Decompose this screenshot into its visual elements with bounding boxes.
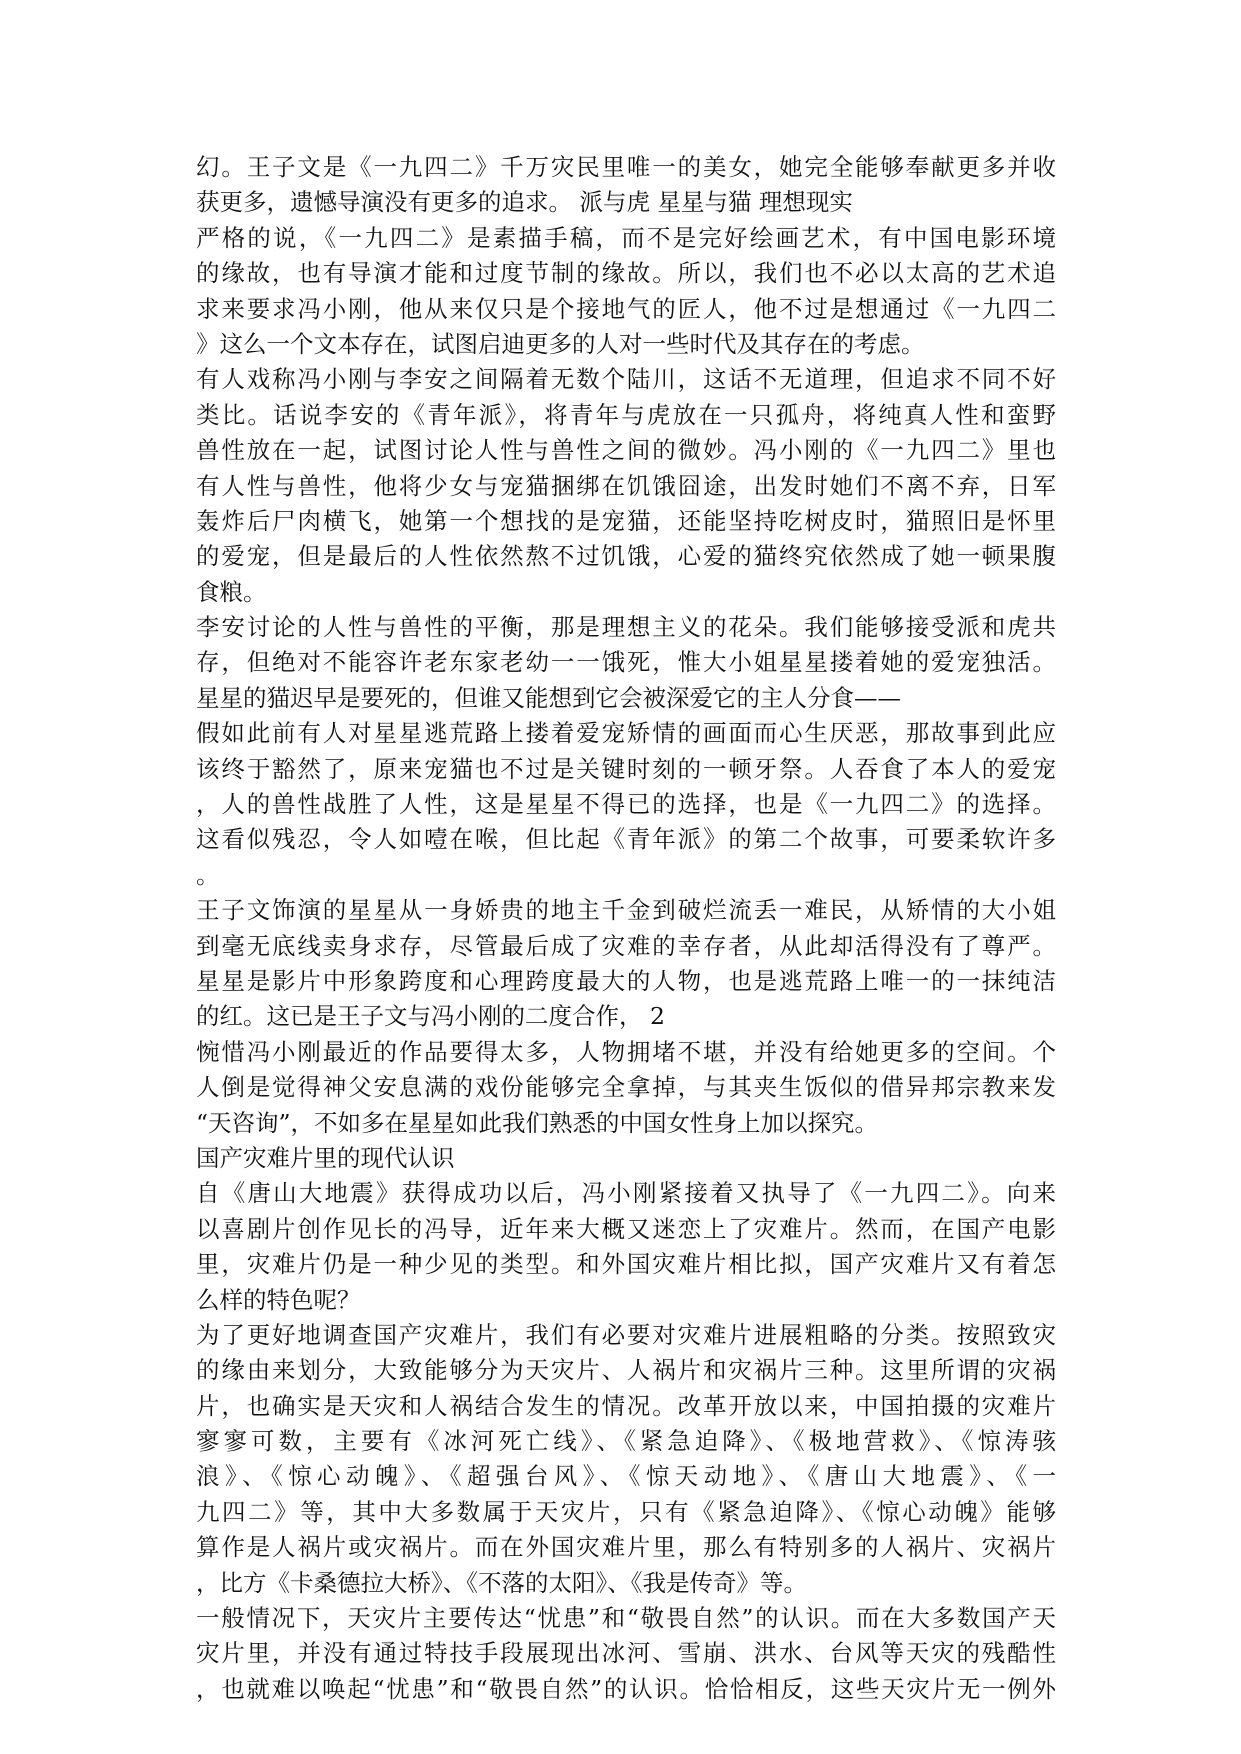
text-line: 严格的说，《一九四二》是素描手稿，而不是完好绘画艺术，有中国电影环境 xyxy=(196,223,1056,252)
text-line: 人倒是觉得神父安息满的戏份能够完全拿掉，与其夹生饭似的借异邦宗教来发 xyxy=(196,1073,1056,1102)
text-line: 的缘由来划分，大致能够分为天灾片、人祸片和灾祸片三种。这里所谓的灾祸 xyxy=(196,1356,1056,1385)
text-line: “天咨询”，不如多在星星如此我们熟悉的中国女性身上加以探究。 xyxy=(196,1108,879,1137)
text-line: 获更多，遗憾导演没有更多的追求。 派与虎 星星与猫 理想现实 xyxy=(196,188,853,217)
text-line: 为了更好地调查国产灾难片，我们有必要对灾难片进展粗略的分类。按照致灾 xyxy=(196,1320,1056,1349)
text-line: 寥寥可数，主要有《冰河死亡线》、《紧急迫降》、《极地营救》、《惊涛骇 xyxy=(196,1427,1056,1456)
text-line: 求来要求冯小刚，他从来仅只是个接地气的匠人，他不过是想通过《一九四二 xyxy=(196,294,1056,323)
text-line: 轰炸后尸肉横飞，她第一个想找的是宠猫，还能坚持吃树皮时，猫照旧是怀里 xyxy=(196,506,1056,535)
text-line: 星星是影片中形象跨度和心理跨度最大的人物，也是逃荒路上唯一的一抹纯洁 xyxy=(196,966,1056,995)
text-line: 的红。这已是王子文与冯小刚的二度合作， 2 xyxy=(196,1002,665,1031)
text-line: 算作是人祸片或灾祸片。而在外国灾难片里，那么有特别多的人祸片、灾祸片 xyxy=(196,1533,1056,1562)
text-line: 幻。王子文是《一九四二》千万灾民里唯一的美女，她完全能够奉献更多并收 xyxy=(196,153,1056,181)
text-line: 李安讨论的人性与兽性的平衡，那是理想主义的花朵。我们能够接受派和虎共 xyxy=(196,613,1056,642)
text-line: ，也就难以唤起“忧患”和“敬畏自然”的认识。恰恰相反，这些天灾片无一例外 xyxy=(196,1674,1056,1703)
text-line: 这看似残忍，令人如噎在喉，但比起《青年派》的第二个故事，可要柔软许多 xyxy=(196,825,1056,854)
text-line: 类比。话说李安的《青年派》，将青年与虎放在一只孤舟，将纯真人性和蛮野 xyxy=(196,400,1056,429)
text-line: 兽性放在一起，试图讨论人性与兽性之间的微妙。冯小刚的《一九四二》里也 xyxy=(196,436,1056,465)
text-line: 九四二》等，其中大多数属于天灾片，只有《紧急迫降》、《惊心动魄》能够 xyxy=(196,1497,1056,1526)
text-line: ，比方《卡桑德拉大桥》、《不落的太阳》、《我是传奇》等。 xyxy=(196,1568,807,1597)
text-line: 有人性与兽性，他将少女与宠猫捆绑在饥饿囧途，出发时她们不离不弃，日军 xyxy=(196,471,1056,500)
text-line: 的缘故，也有导演才能和过度节制的缘故。所以，我们也不必以太高的艺术追 xyxy=(196,259,1056,288)
text-line: 一般情况下，天灾片主要传达“忧患”和“敬畏自然”的认识。而在大多数国产天 xyxy=(196,1604,1056,1633)
text-line: 惋惜冯小刚最近的作品要得太多，人物拥堵不堪，并没有给她更多的空间。个 xyxy=(196,1037,1056,1066)
text-line: 到毫无底线卖身求存，尽管最后成了灾难的幸存者，从此却活得没有了尊严。 xyxy=(196,931,1056,960)
text-line: 有人戏称冯小刚与李安之间隔着无数个陆川，这话不无道理，但追求不同不好 xyxy=(196,365,1056,394)
section-heading: 国产灾难片里的现代认识 xyxy=(196,1143,455,1172)
text-line: ，人的兽性战胜了人性，这是星星不得已的选择，也是《一九四二》的选择。 xyxy=(196,790,1056,819)
text-line: 》这么一个文本存在，试图启迪更多的人对一些时代及其存在的考虑。 xyxy=(196,329,925,358)
text-line: 灾片里，并没有通过特技手段展现出冰河、雪崩、洪水、台风等天灾的残酷性 xyxy=(196,1639,1056,1668)
text-line: 星星的猫迟早是要死的，但谁又能想到它会被深爱它的主人分食—— xyxy=(196,683,901,712)
text-line: 自《唐山大地震》获得成功以后，冯小刚紧接着又执导了《一九四二》。向来 xyxy=(196,1179,1056,1208)
text-line: 该终于豁然了，原来宠猫也不过是关键时刻的一顿牙祭。人吞食了本人的爱宠 xyxy=(196,754,1056,783)
text-line: 存，但绝对不能容许老东家老幼一一饿死，惟大小姐星星搂着她的爱宠独活。 xyxy=(196,648,1056,677)
text-line: 的爱宠，但是最后的人性依然熬不过饥饿，心爱的猫终究依然成了她一顿果腹 xyxy=(196,542,1056,571)
text-line: 浪》、《惊心动魄》、《超强台风》、《惊天动地》、《唐山大地震》、《一 xyxy=(196,1462,1056,1491)
article-body xyxy=(196,150,1056,1707)
text-line: 以喜剧片创作见长的冯导，近年来大概又迷恋上了灾难片。然而，在国产电影 xyxy=(196,1214,1056,1243)
text-line: 王子文饰演的星星从一身娇贵的地主千金到破烂流丢一难民，从矫情的大小姐 xyxy=(196,896,1056,925)
text-line: 假如此前有人对星星逃荒路上搂着爱宠矫情的画面而心生厌恶，那故事到此应 xyxy=(196,719,1056,748)
text-line: 。 xyxy=(196,860,220,889)
text-line: 片，也确实是天灾和人祸结合发生的情况。改革开放以来，中国拍摄的灾难片 xyxy=(196,1391,1056,1420)
text-line: 么样的特色呢？ xyxy=(196,1285,361,1314)
text-line: 食粮。 xyxy=(196,577,267,606)
text-line: 里，灾难片仍是一种少见的类型。和外国灾难片相比拟，国产灾难片又有着怎 xyxy=(196,1250,1056,1279)
